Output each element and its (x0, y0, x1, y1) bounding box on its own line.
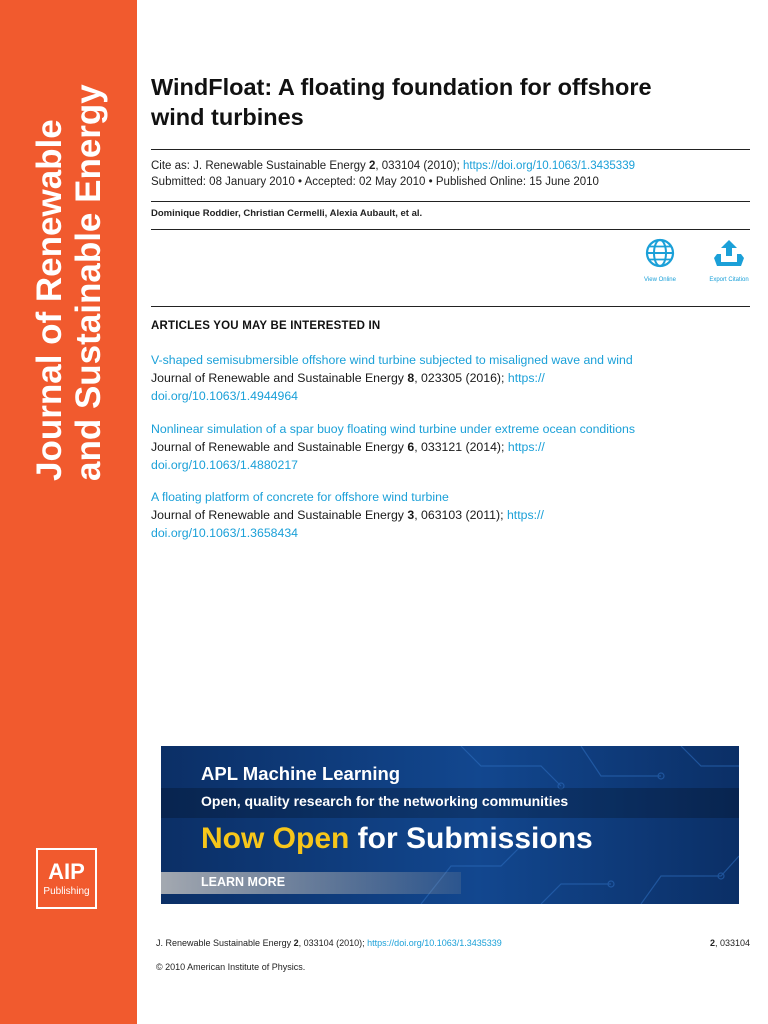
footer-journal: J. Renewable Sustainable Energy (156, 938, 294, 948)
globe-icon (645, 238, 675, 268)
related-article-title[interactable]: Nonlinear simulation of a spar buoy floating wind turbine under extreme ocean conditions (151, 422, 635, 436)
footer-page-volume: 2 (709, 938, 715, 948)
export-citation-label: Export Citation (709, 277, 749, 283)
related-article-doi-link[interactable]: doi.org/10.1063/1.3658434 (151, 526, 299, 540)
footer-doi-link[interactable]: https://doi.org/10.1063/1.3435339 (367, 938, 502, 948)
related-article-rest: , 033121 (2014); (414, 440, 508, 454)
related-article-title[interactable]: V-shaped semisubmersible offshore wind turbine subjected to misaligned wave and wind (151, 353, 633, 367)
journal-title (0, 0, 137, 485)
related-article-journal: Journal of Renewable and Sustainable Energy (151, 440, 408, 454)
article-title-line1: WindFloat: A floating foundation for offshore (151, 74, 652, 100)
related-article-volume: 6 (407, 440, 415, 454)
related-article-citation (151, 369, 751, 387)
banner-journal-name: APL Machine Learning (201, 763, 401, 784)
related-article-journal: Journal of Renewable and Sustainable Energy (151, 371, 408, 385)
copyright-notice: © 2010 American Institute of Physics. (156, 962, 306, 972)
banner-headline (201, 822, 593, 856)
banner-headline-highlight: Now Open (201, 822, 350, 855)
export-icon (712, 238, 746, 268)
banner-tagline: Open, quality research for the networking communities (201, 793, 569, 809)
footer-page-id (710, 938, 750, 948)
related-article (151, 420, 751, 474)
aip-publishing-logo[interactable] (36, 848, 97, 909)
related-article-doi-link[interactable]: https:// (507, 440, 545, 454)
citation-doi-link[interactable]: https://doi.org/10.1063/1.3435339 (462, 160, 635, 172)
related-articles-heading: ARTICLES YOU MAY BE INTERESTED IN (151, 320, 381, 332)
citation-prefix: Cite as: J. Renewable Sustainable Energy (151, 160, 369, 172)
related-article-rest: , 023305 (2016); (414, 371, 508, 385)
apl-machine-learning-banner[interactable] (161, 746, 739, 904)
publication-dates: Submitted: 08 January 2010 • Accepted: 02 May 2010 • Published Online: 15 June 2010 (151, 176, 599, 188)
article-title (151, 72, 751, 132)
learn-more-label: LEARN MORE (201, 875, 286, 889)
journal-sidebar (0, 0, 137, 1024)
journal-title-line1: Journal of Renewable (29, 119, 69, 481)
author-list[interactable]: Dominique Roddier, Christian Cermelli, Alexia Aubault, et al. (151, 208, 423, 219)
citation-line (151, 158, 635, 174)
related-article-citation (151, 438, 751, 456)
divider (151, 149, 750, 150)
view-online-label: View Online (644, 277, 676, 283)
citation-volume: 2 (368, 160, 376, 172)
footer-page-rest: , 033104 (714, 938, 750, 948)
divider (151, 306, 750, 307)
related-article-title[interactable]: A floating platform of concrete for offshore wind turbine (151, 490, 449, 504)
related-article-doi-link[interactable]: doi.org/10.1063/1.4880217 (151, 458, 299, 472)
related-article-doi-link[interactable]: https:// (506, 508, 544, 522)
footer-rest: , 033104 (2010); (298, 938, 368, 948)
logo-text-aip: AIP (48, 859, 85, 884)
related-article (151, 488, 751, 542)
footer-volume: 2 (293, 938, 299, 948)
page-footer (156, 938, 750, 948)
article-title-line2: wind turbines (151, 104, 304, 130)
view-online-button[interactable] (638, 238, 682, 283)
related-article-doi-link[interactable]: doi.org/10.1063/1.4944964 (151, 389, 299, 403)
divider (151, 229, 750, 230)
related-article-volume: 8 (407, 371, 415, 385)
related-article-journal: Journal of Renewable and Sustainable Energy (151, 508, 408, 522)
banner-headline-rest: for Submissions (349, 822, 593, 855)
export-citation-button[interactable] (704, 238, 754, 283)
related-article-citation (151, 506, 751, 524)
citation-rest: , 033104 (2010); (375, 160, 463, 172)
logo-text-publishing: Publishing (43, 886, 90, 897)
divider (151, 201, 750, 202)
related-article-rest: , 063103 (2011); (414, 508, 507, 522)
related-article-volume: 3 (407, 508, 415, 522)
related-article-doi-link[interactable]: https:// (507, 371, 545, 385)
learn-more-button[interactable] (161, 872, 461, 894)
related-article (151, 351, 751, 405)
journal-title-line2: and Sustainable Energy (68, 84, 108, 481)
